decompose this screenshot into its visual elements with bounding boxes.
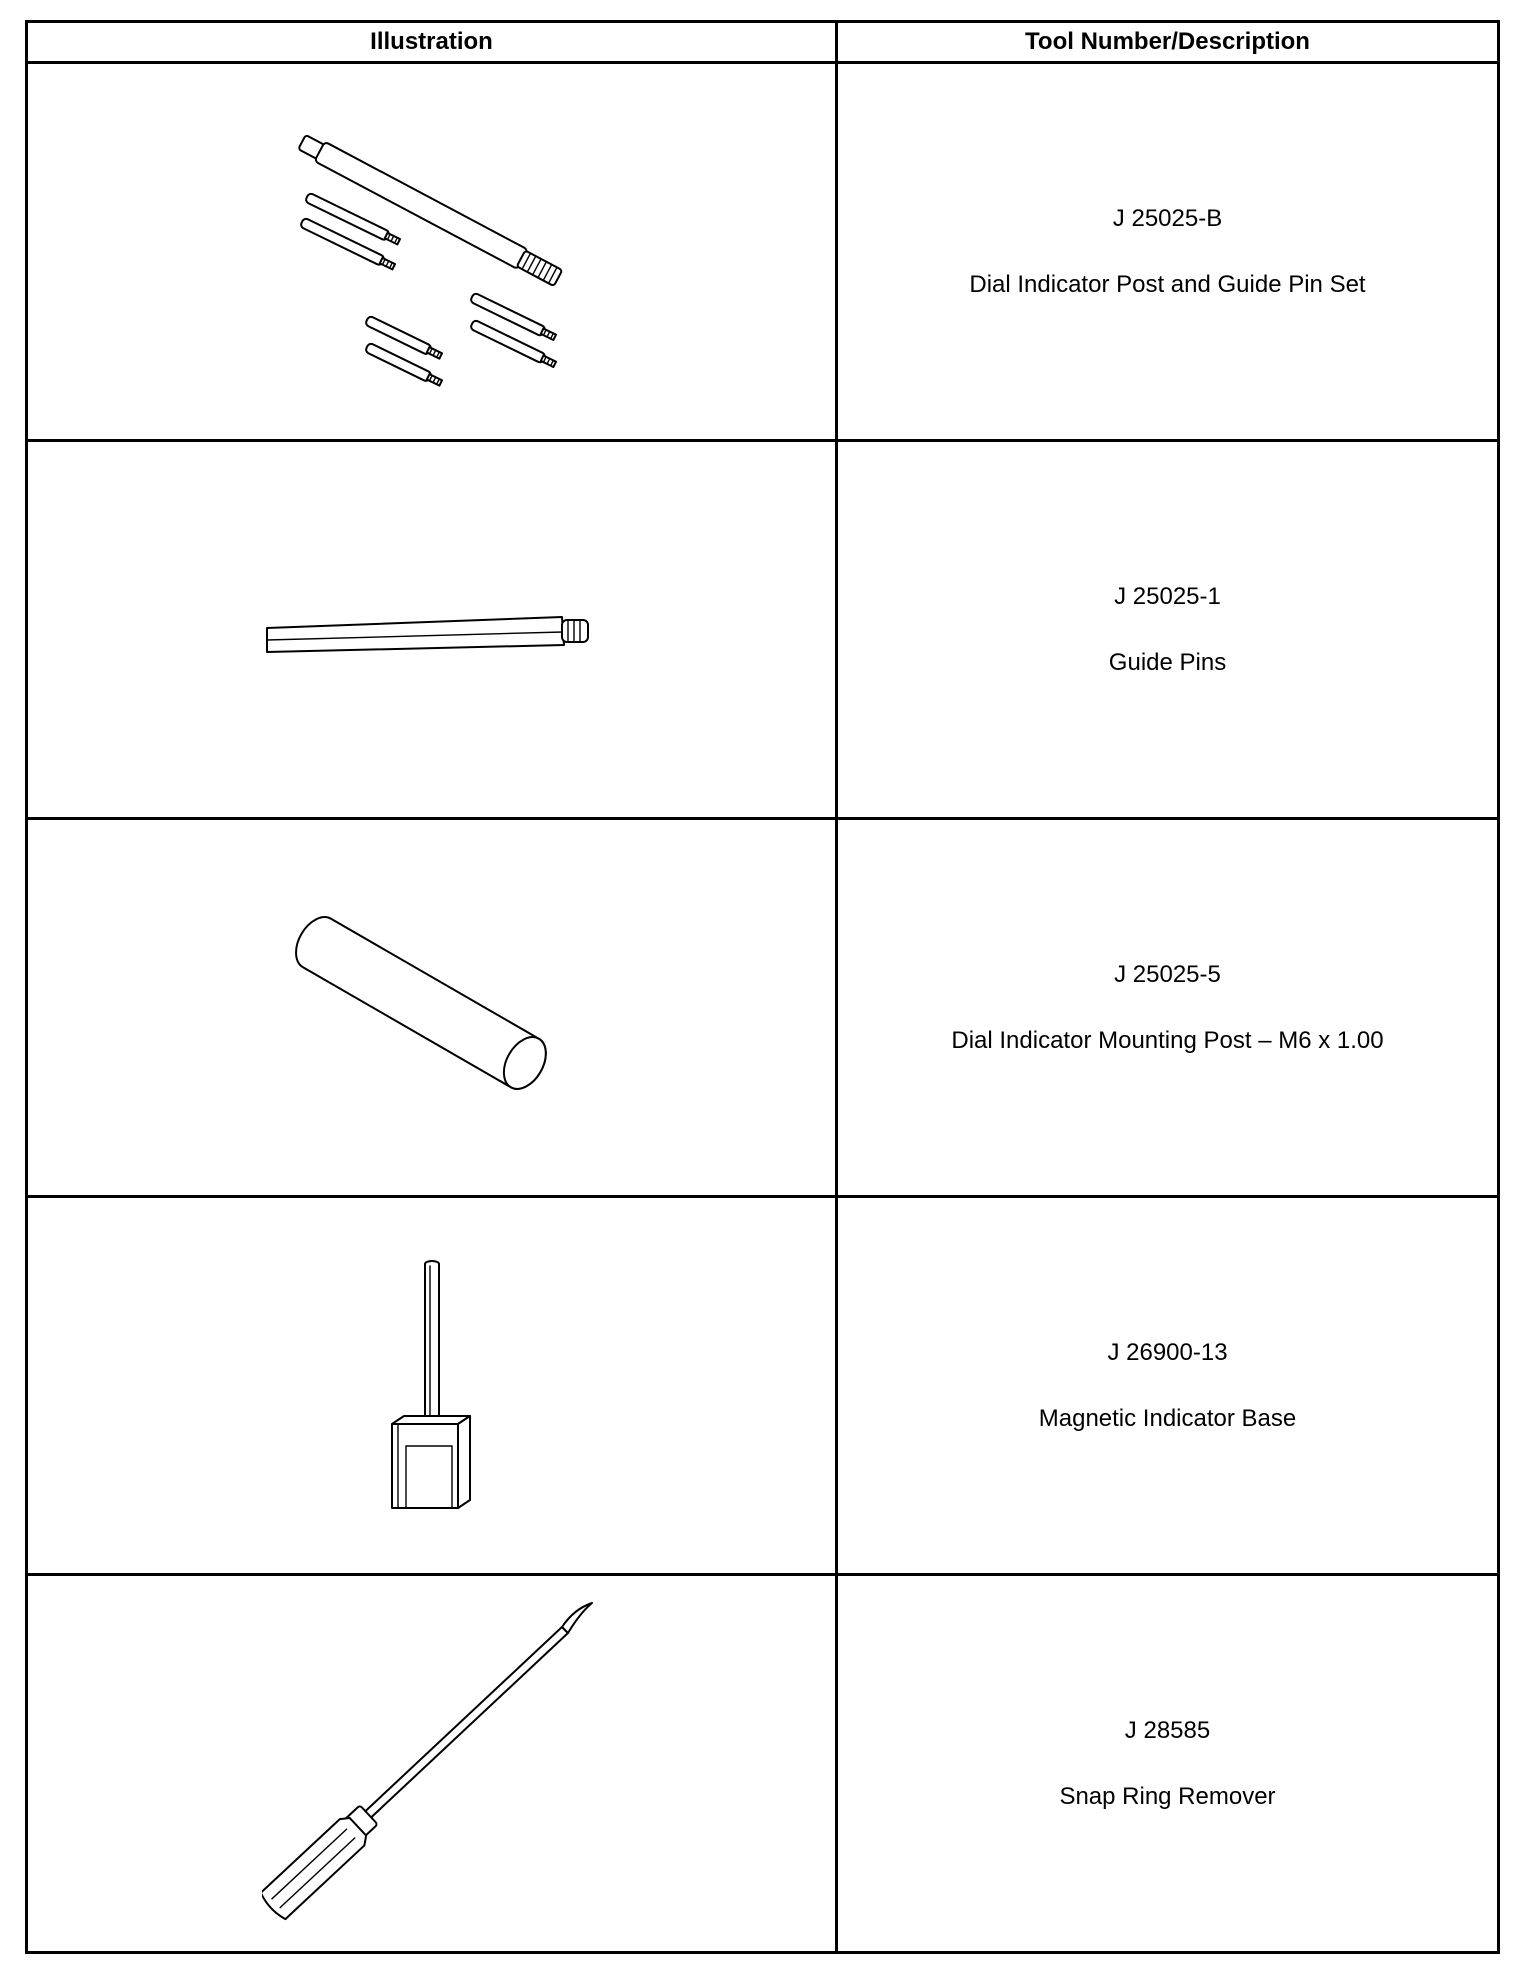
tool-number: J 25025-1 [1114,582,1221,610]
description-cell [837,63,1499,441]
tool-number: J 26900-13 [1107,1338,1228,1366]
magnetic-base-image [372,1256,492,1516]
tool-table [25,20,1500,1954]
tool-description: Guide Pins [1108,648,1227,676]
table-header-row [27,22,1499,63]
snap-ring-remover-image [262,1599,602,1929]
description-cell [837,1575,1499,1953]
tool-description-block [838,1338,1497,1432]
table-row [27,441,1499,819]
description-cell [837,1197,1499,1575]
tool-description: Dial Indicator Post and Guide Pin Set [969,270,1366,298]
tool-number: J 28585 [1124,1716,1211,1744]
illustration-cell [27,1197,837,1575]
table-row [27,1575,1499,1953]
mounting-post-image [272,898,592,1118]
tool-description: Magnetic Indicator Base [1038,1404,1297,1432]
tool-description-block [838,582,1497,676]
tool-number: J 25025-B [1112,204,1223,232]
description-column-header: Tool Number/Description [837,22,1499,63]
tool-description-block [838,960,1497,1054]
illustration-cell [27,1575,837,1953]
description-cell [837,819,1499,1197]
illustration-cell [27,63,837,441]
table-row [27,1197,1499,1575]
guide-pin-image [262,590,602,670]
illustration-column-header: Illustration [27,22,837,63]
table-row [27,819,1499,1197]
illustration-cell [27,441,837,819]
tool-description: Snap Ring Remover [1059,1782,1276,1810]
tool-description-block [838,1716,1497,1810]
description-cell [837,441,1499,819]
tool-number: J 25025-5 [1114,960,1221,988]
illustration-cell [27,819,837,1197]
tool-description-block [838,204,1497,298]
tool-description: Dial Indicator Mounting Post – M6 x 1.00 [951,1026,1384,1054]
table-row [27,63,1499,441]
dial-indicator-post-and-guide-pin-set-image [272,102,592,402]
